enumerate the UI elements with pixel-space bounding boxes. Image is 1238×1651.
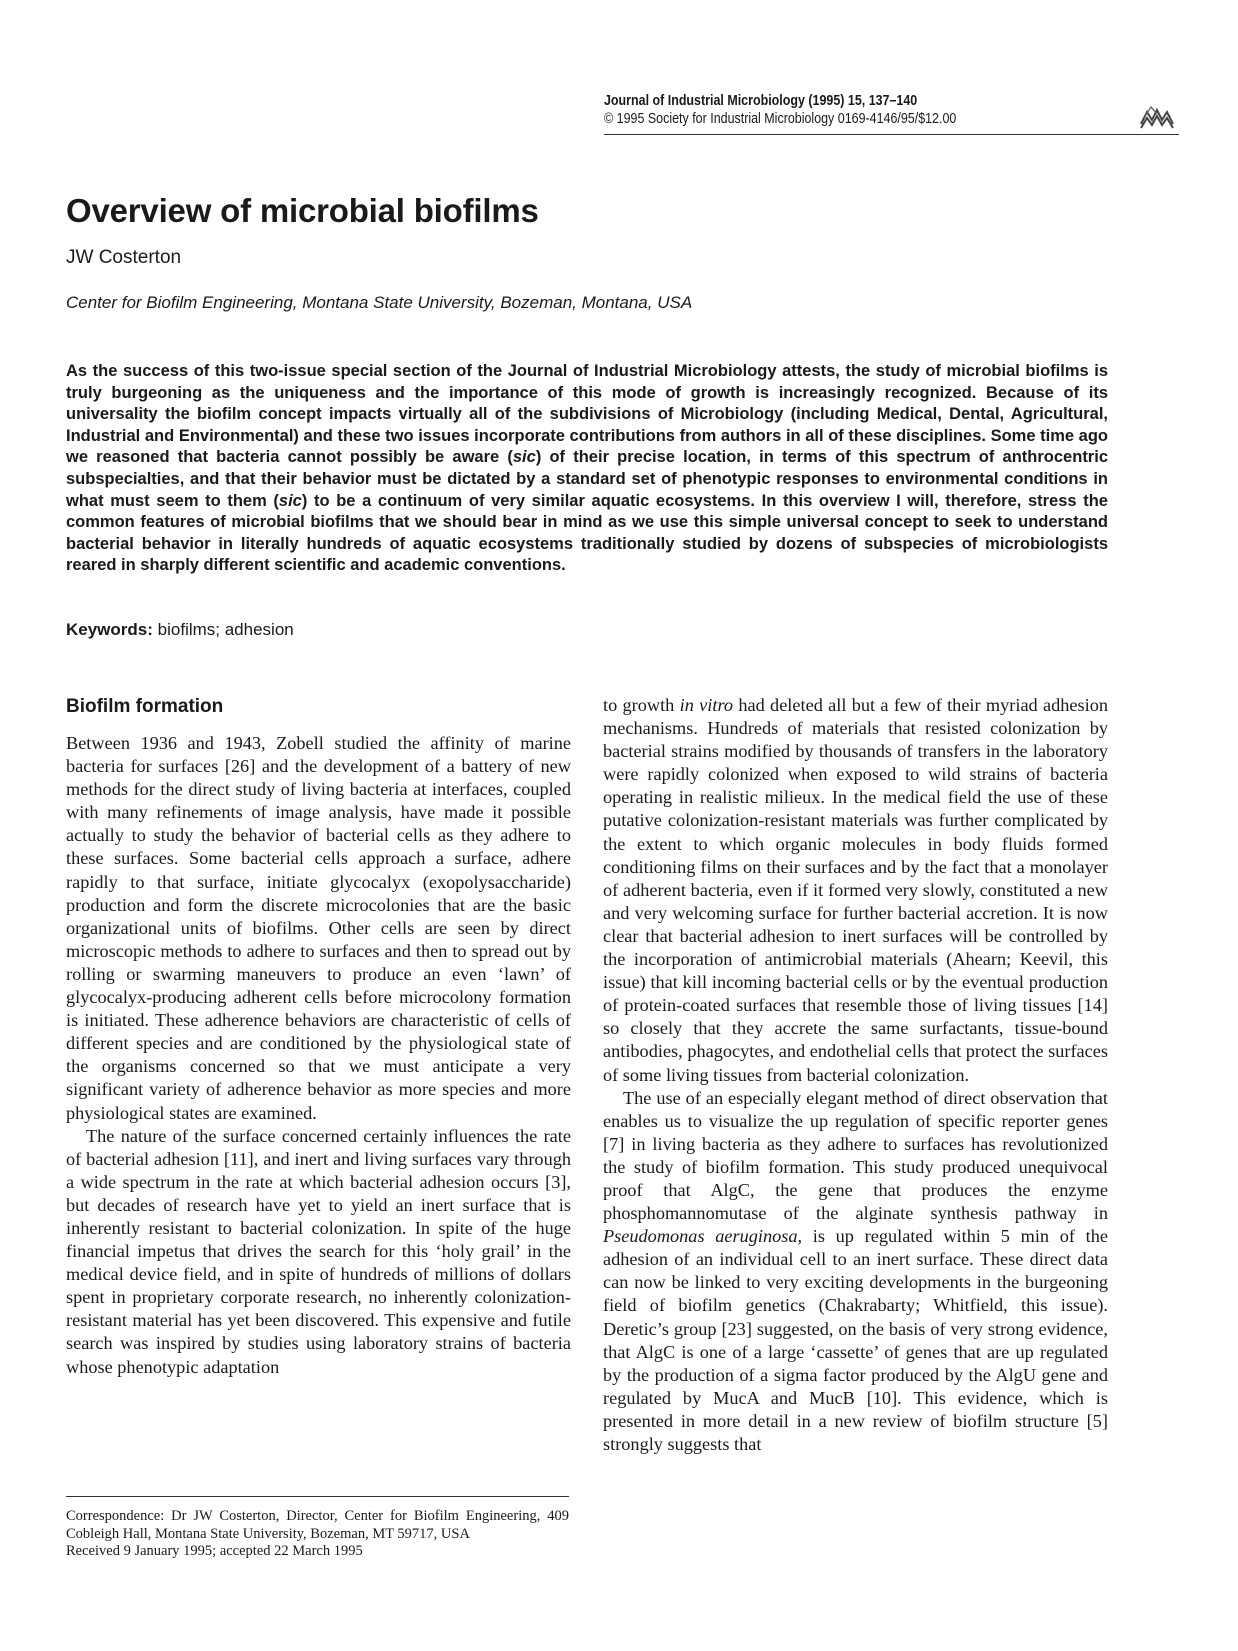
abstract-sic-2: sic [278,491,302,510]
publisher-logo-icon [1139,104,1175,130]
right-column [603,694,1108,1456]
footnote-rule [66,1496,569,1497]
keywords-value: biofilms; adhesion [157,620,294,639]
left-paragraph-1: Between 1936 and 1943, Zobell studied the affinity of marine bacteria for surfaces [26] and the development of a battery of new methods for the direct study of living bacteria at interfaces, coupled with many refinements of image analysis, have made it possible actually to study the behavior of bacterial cells as they adhere to these surfaces. Some bacterial cells approach a surface, adhere rapidly to that surface, initiate glycocalyx (exopolysaccharide) production and form the discrete microcolonies that are the basic organizational units of biofilms. Other cells are seen by direct microscopic methods to adhere to surfaces and then to spread out by rolling or swarming maneuvers to produce an even ‘lawn’ of glycocalyx-producing adherent cells before microcolony formation is initiated. These adherence behaviors are characteristic of cells of different species and are conditioned by the physiological state of the organisms concerned so that we must anticipate a very significant variety of adherence behavior as more species and more physiological states are examined. [66,733,571,1123]
abstract [66,361,1108,577]
correspondence-note: Correspondence: Dr JW Costerton, Director, Center for Biofilm Engineering, 409 Cobleigh Hall, Montana State University, Bozeman, MT 59717, USA [66,1508,569,1542]
keywords-label: Keywords: [66,620,153,639]
right-paragraph-2 [603,1087,1108,1457]
right-p2-text-a: The use of an especially elegant method of direct observation that enables us to visualize the up regulation of specific reporter genes [7] in living bacteria as they adhere to surfaces has revolutionized the study of biofilm formation. This study produced unequivocal proof that AlgC, the gene that produces the enzyme phosphomannomutase of the alginate synthesis pathway in [603,1087,1108,1224]
abstract-part-1: As the success of this two-issue special section of the Journal of Industrial Microbiology attests, the study of microbial biofilms is truly burgeoning as the uniqueness and the importance of this mode of growth is increasingly recognized. Because of its universality the biofilm concept impacts virtually all of the subdivisions of Microbiology (including Medical, Dental, Agricultural, Industrial and Environmental) and these two issues incorporate contributions from authors in all of these disciplines. Some time ago we reasoned that bacteria cannot possibly be aware ( [66,362,1108,467]
footnote [66,1508,569,1561]
author-affiliation: Center for Biofilm Engineering, Montana State University, Bozeman, Montana, USA [66,293,693,312]
article-title: Overview of microbial biofilms [66,192,539,229]
left-column [66,732,571,1379]
right-p2-text-b: , is up regulated within 5 min of the adhesion of an individual cell to an inert surface. These direct data can now be linked to very exciting developments in the burgeoning field of biofilm genetics (Chakrabarty; Whitfield, this issue). Deretic’s group [23] suggested, on the basis of very strong evidence, that AlgC is one of a large ‘cassette’ of genes that are up regulated by the production of a sigma factor produced by the AlgU gene and regulated by MucA and MucB [10]. This evidence, which is presented in more detail in a new review of biofilm structure [5] strongly suggests that [603,1226,1108,1454]
journal-header [604,92,1068,128]
header-rule [604,134,1179,135]
right-p1-text-a: to growth [603,695,680,715]
journal-copyright: © 1995 Society for Industrial Microbiology 0169-4146/95/$12.00 [604,111,957,127]
left-paragraph-2: The nature of the surface concerned certainly influences the rate of bacterial adhesion [11], and inert and living surfaces vary through a wide spectrum in the rate at which bacterial adhesion occurs [3], but decades of research have yet to yield an inert surface that is inherently resistant to bacterial colonization. In spite of the huge financial impetus that drives the search for this ‘holy grail’ in the medical device field, and in spite of hundreds of millions of dollars spent in proprietary corporate research, no inherently colonization-resistant material has yet been discovered. This expensive and futile search was inspired by studies using laboratory strains of bacteria whose phenotypic adaptation [66,1125,571,1377]
received-note: Received 9 January 1995; accepted 22 March 1995 [66,1543,363,1559]
section-heading: Biofilm formation [66,696,224,717]
right-p1-text-b: had deleted all but a few of their myriad adhesion mechanisms. Hundreds of materials that resisted colonization by bacterial strains modified by thousands of transfers in the laboratory were rapidly colonized when exposed to wild strains of bacteria operating in realistic milieux. In the medical field the use of these putative colonization-resistant materials was further complicated by the extent to which organic molecules in body fluids formed conditioning films on their surfaces and by the fact that a monolayer of adherent bacteria, even if it formed very slowly, constituted a new and very welcoming surface for further bacterial accretion. It is now clear that bacterial adhesion to inert surfaces will be controlled by the incorporation of antimicrobial materials (Ahearn; Keevil, this issue) that kill incoming bacterial cells or by the eventual production of protein-coated surfaces that resemble those of living tissues [14] so closely that they accrete the same surfactants, tissue-bound antibodies, phagocytes, and endothelial cells that protect the surfaces of some living tissues from bacterial colonization. [603,695,1108,1085]
journal-citation: Journal of Industrial Microbiology (1995) 15, 137–140 [604,93,918,109]
right-paragraph-1 [603,694,1108,1087]
article-author: JW Costerton [66,247,182,268]
keywords [66,620,294,640]
abstract-sic-1: sic [512,448,536,467]
right-p2-italic: Pseudomonas aeruginosa [603,1226,798,1247]
right-p1-italic: in vitro [679,695,734,715]
abstract-part-3: ) to be a continuum of very similar aquatic ecosystems. In this overview I will, therefore, stress the common features of microbial biofilms that we should bear in mind as we use this simple universal concept to seek to understand bacterial behavior in literally hundreds of aquatic ecosystems traditionally studied by dozens of subspecies of microbiologists reared in sharply different scientific and academic conventions. [66,491,1108,575]
abstract-part-2: ) of their precise location, in terms of this spectrum of anthrocentric subspecialties, and that their behavior must be dictated by a standard set of phenotypic responses to environmental conditions in what must seem to them ( [66,448,1108,510]
